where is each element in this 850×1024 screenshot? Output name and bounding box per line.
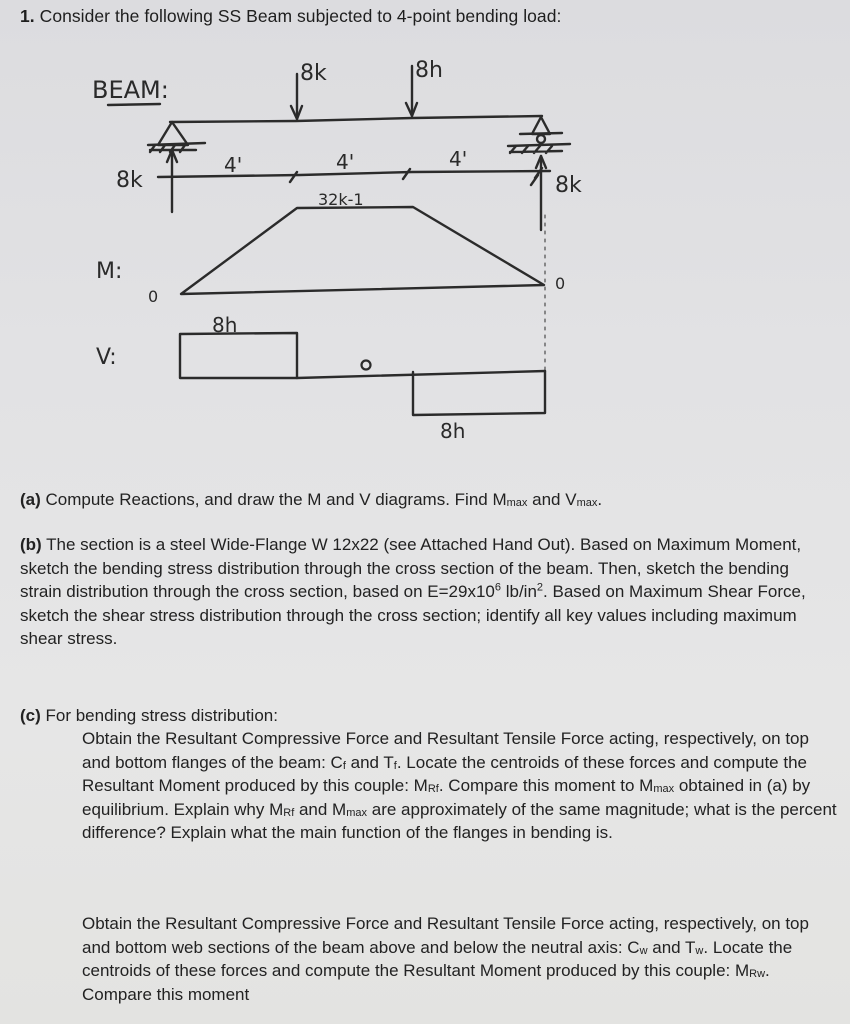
- shear-negative-label: 8h: [440, 419, 466, 443]
- shear-diagram: [180, 333, 545, 415]
- moment-max-label: 32k-1: [318, 190, 364, 209]
- part-c-intro: For bending stress distribution:: [40, 706, 278, 725]
- beam-label: BEAM:: [92, 76, 169, 104]
- span-label-3: 4': [449, 147, 468, 171]
- part-c-web-paragraph: Obtain the Resultant Compressive Force and Resultant Tensile Force acting, respectively, on top and bottom web sections of the beam above and below the neutral axis: $C_w$ and $T_w$. Locate the centroids of these forces and compute the Resultant Moment produced by this couple: $M_{Rw}$. Compare this moment: [82, 914, 809, 1004]
- beam-label-underline: [108, 104, 160, 105]
- part-a-label: (a): [20, 490, 41, 509]
- part-c-label: (c): [20, 706, 41, 725]
- problem-number: 1.: [20, 6, 35, 26]
- problem-statement: Consider the following SS Beam subjected to 4-point bending load:: [39, 6, 562, 26]
- beam-sketch: [0, 0, 850, 470]
- moment-label: M:: [96, 259, 123, 284]
- span-label-1: 4': [224, 153, 243, 177]
- part-b-label: (b): [20, 535, 42, 554]
- moment-diagram: [181, 207, 544, 294]
- shear-zero-dot: [362, 361, 371, 370]
- left-reaction-label: 8k: [116, 168, 143, 193]
- load-label-1: 8k: [300, 61, 327, 86]
- part-c-flanges-paragraph: Obtain the Resultant Compressive Force and Resultant Tensile Force acting, respectively, on top and bottom flanges of the beam: $C_f$ and $T_f$. Locate the centroids of these forces and compute the Resultant Moment produced by this couple: $M_{Rf}$. Compare this moment to $M_{max}$ obtained in (a) by equilibrium. Explain why $M_{Rf}$ and $M_{max}$ are approximately of the same magnitude; what is the percent difference? Explain what the main function of the flanges in bending is.: [82, 729, 837, 842]
- beam-line: [170, 116, 542, 122]
- load-label-2: 8h: [415, 58, 443, 83]
- right-reaction-label: 8k: [555, 173, 582, 198]
- shear-positive-label: 8h: [212, 313, 238, 337]
- part-c: [20, 704, 835, 728]
- moment-left-zero: 0: [148, 287, 159, 306]
- part-a: (a) Compute Reactions, and draw the M and V diagrams. Find $M_{max}$ and $V_{max}$.: [20, 490, 603, 509]
- moment-right-zero: 0: [555, 274, 566, 293]
- left-reaction-arrow: [167, 150, 177, 212]
- right-reaction-arrow: [536, 156, 546, 230]
- right-roller-support: [508, 117, 570, 153]
- left-pin-support: [148, 122, 205, 152]
- part-b: (b) The section is a steel Wide-Flange W 12x22 (see Attached Hand Out). Based on Maximum Moment, sketch the bending stress distribution through the cross section of the beam. Then, sketch the bending strain distribution through the cross section, based on $E=29x10^6$ $lb/in^2$. Based on Maximum Shear Force, sketch the shear stress distribution through the cross section; identify all key values including maximum shear stress.: [20, 535, 806, 648]
- shear-label: V:: [96, 345, 117, 370]
- span-label-2: 4': [336, 150, 355, 174]
